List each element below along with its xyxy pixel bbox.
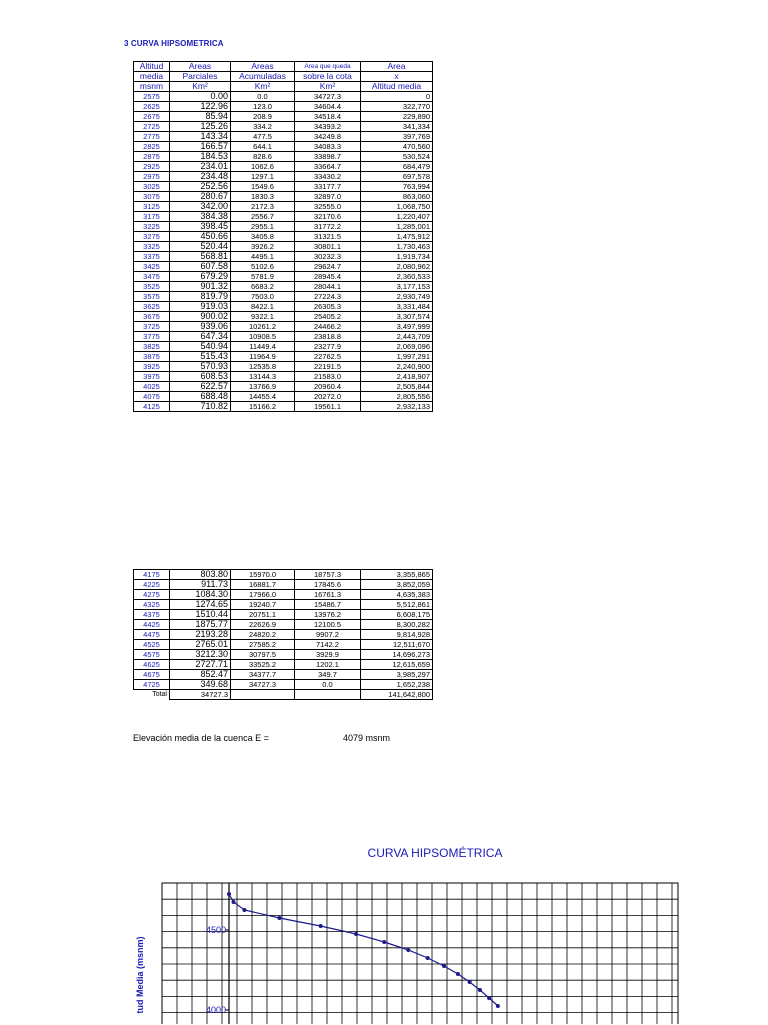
table-cell: 234.01 (170, 162, 231, 172)
table-cell: 3825 (134, 342, 170, 352)
table-cell: 4525 (134, 640, 170, 650)
table-cell: 166.57 (170, 142, 231, 152)
table-cell: 34393.2 (295, 122, 361, 132)
table-cell: 3675 (134, 312, 170, 322)
table-header-cell: Area que queda (295, 62, 361, 72)
table-cell: 22762.5 (295, 352, 361, 362)
table-cell: 125.26 (170, 122, 231, 132)
series-line (229, 894, 498, 1006)
table-cell: 2727.71 (170, 660, 231, 670)
table-cell: 4625 (134, 660, 170, 670)
table-cell: 1,068,750 (361, 202, 433, 212)
table-header-cell: Km² (295, 82, 361, 92)
table-cell: 23277.9 (295, 342, 361, 352)
data-point (227, 892, 231, 896)
table-cell: 530,524 (361, 152, 433, 162)
table-cell: 1,730,463 (361, 242, 433, 252)
data-point (442, 964, 446, 968)
table-cell: 568.81 (170, 252, 231, 262)
table-cell: 2825 (134, 142, 170, 152)
table-cell: 4,635,383 (361, 590, 433, 600)
table-cell: 1062.6 (231, 162, 295, 172)
table-cell: 900.02 (170, 312, 231, 322)
table-cell: 23818.8 (295, 332, 361, 342)
table-cell: 1,919,734 (361, 252, 433, 262)
table-cell: 710.82 (170, 402, 231, 412)
table-cell: 3525 (134, 282, 170, 292)
table-cell: 3575 (134, 292, 170, 302)
table-cell: 4575 (134, 650, 170, 660)
table-cell: 1830.3 (231, 192, 295, 202)
table-cell: 123.0 (231, 102, 295, 112)
table-cell: 15166.2 (231, 402, 295, 412)
table-cell: 3975 (134, 372, 170, 382)
table-cell: 3625 (134, 302, 170, 312)
table-cell: 33430.2 (295, 172, 361, 182)
table-cell: 2172.3 (231, 202, 295, 212)
table-cell: 18757.3 (295, 570, 361, 580)
table-cell: 5,512,861 (361, 600, 433, 610)
table-cell: 10908.5 (231, 332, 295, 342)
table-cell: 3775 (134, 332, 170, 342)
table-cell: 4675 (134, 670, 170, 680)
elevation-label: Elevación media de la cuenca E = (133, 733, 269, 743)
table-cell: 1875.77 (170, 620, 231, 630)
table-cell: 1202.1 (295, 660, 361, 670)
table-header-cell: x (361, 72, 433, 82)
table-cell: 30797.5 (231, 650, 295, 660)
table-cell: 21583.0 (295, 372, 361, 382)
table-cell: 33664.7 (295, 162, 361, 172)
table-cell: 2,443,709 (361, 332, 433, 342)
table-cell: 644.1 (231, 142, 295, 152)
table-cell: 1510.44 (170, 610, 231, 620)
table-header-cell: Km² (231, 82, 295, 92)
table-cell: 19561.1 (295, 402, 361, 412)
table-cell: 3125 (134, 202, 170, 212)
table-cell: 31772.2 (295, 222, 361, 232)
table-cell: 11964.9 (231, 352, 295, 362)
table-cell: 1084.30 (170, 590, 231, 600)
table-cell: 28044.1 (295, 282, 361, 292)
table-cell: 22191.5 (295, 362, 361, 372)
data-point (496, 1004, 500, 1008)
data-point (456, 972, 460, 976)
table-cell: 208.9 (231, 112, 295, 122)
table-header-cell: sobre la cota (295, 72, 361, 82)
table-cell: 13144.3 (231, 372, 295, 382)
table-cell: 647.34 (170, 332, 231, 342)
table-cell: 819.79 (170, 292, 231, 302)
table-cell: 184.53 (170, 152, 231, 162)
table-cell: 14,696,273 (361, 650, 433, 660)
table-cell: 12,615,659 (361, 660, 433, 670)
data-point (468, 980, 472, 984)
table-cell: 32555.0 (295, 202, 361, 212)
table-cell: 3926.2 (231, 242, 295, 252)
table-cell: 17966.0 (231, 590, 295, 600)
data-point (478, 988, 482, 992)
data-point (382, 940, 386, 944)
table-header-cell: Altitud (134, 62, 170, 72)
table-cell: 398.45 (170, 222, 231, 232)
table-cell: 20272.0 (295, 392, 361, 402)
table-cell: 349.68 (170, 680, 231, 690)
table-cell: 12100.5 (295, 620, 361, 630)
table-cell: 4725 (134, 680, 170, 690)
table-cell: 470,560 (361, 142, 433, 152)
table-cell: 2975 (134, 172, 170, 182)
table-cell: 4475 (134, 630, 170, 640)
table-cell: 477.5 (231, 132, 295, 142)
table-cell: 334.2 (231, 122, 295, 132)
table-cell: 34727.3 (295, 92, 361, 102)
table-cell: 679.29 (170, 272, 231, 282)
section-title: 3 CURVA HIPSOMETRICA (124, 39, 224, 48)
table-cell: 1549.6 (231, 182, 295, 192)
table-cell: 3,307,574 (361, 312, 433, 322)
table-cell: 16881.7 (231, 580, 295, 590)
table-cell: 3325 (134, 242, 170, 252)
table-cell: 234.48 (170, 172, 231, 182)
table-cell: 8422.1 (231, 302, 295, 312)
table-cell: 3925 (134, 362, 170, 372)
table-cell: 16761.3 (295, 590, 361, 600)
table-cell: 280.67 (170, 192, 231, 202)
table-header-cell: Km² (170, 82, 231, 92)
table-cell: 3,852,059 (361, 580, 433, 590)
table-cell: 29624.7 (295, 262, 361, 272)
table-cell: 4025 (134, 382, 170, 392)
table-cell: 26305.3 (295, 302, 361, 312)
table-cell: 7503.0 (231, 292, 295, 302)
table-cell: 2,505,844 (361, 382, 433, 392)
table-cell: 1274.65 (170, 600, 231, 610)
table-cell: 5102.6 (231, 262, 295, 272)
table-cell: 0.0 (231, 92, 295, 102)
table-cell: 6683.2 (231, 282, 295, 292)
table-cell: 2575 (134, 92, 170, 102)
table-cell: 540.94 (170, 342, 231, 352)
data-point (242, 908, 246, 912)
table-cell: 0.00 (170, 92, 231, 102)
table-cell: 20751.1 (231, 610, 295, 620)
table-cell: 520.44 (170, 242, 231, 252)
table-header-cell: Acumuladas (231, 72, 295, 82)
table-cell: 1,997,291 (361, 352, 433, 362)
table-cell: 27585.2 (231, 640, 295, 650)
table-header-cell: Areas (231, 62, 295, 72)
table-cell: 622.57 (170, 382, 231, 392)
table-cell: 3075 (134, 192, 170, 202)
table-cell: 863,060 (361, 192, 433, 202)
table-cell: 2,080,962 (361, 262, 433, 272)
table-cell: 10261.2 (231, 322, 295, 332)
table-cell: 4325 (134, 600, 170, 610)
table-cell: 34249.8 (295, 132, 361, 142)
table-cell: 143.34 (170, 132, 231, 142)
elevation-value: 4079 msnm (343, 733, 391, 743)
table-cell: 32897.0 (295, 192, 361, 202)
y-tick-label: 4000 (205, 1005, 226, 1015)
table-cell: 3225 (134, 222, 170, 232)
table-cell: 2,805,556 (361, 392, 433, 402)
table-cell: 397,769 (361, 132, 433, 142)
table-cell: 13976.2 (295, 610, 361, 620)
table-cell: 570.93 (170, 362, 231, 372)
table-cell: 6,608,175 (361, 610, 433, 620)
table-cell: 384.38 (170, 212, 231, 222)
table-cell: 919.03 (170, 302, 231, 312)
table-cell: 7142.2 (295, 640, 361, 650)
table-cell: 3875 (134, 352, 170, 362)
table-cell: 2765.01 (170, 640, 231, 650)
table-cell: 3212.30 (170, 650, 231, 660)
table-cell: 24820.2 (231, 630, 295, 640)
table-cell: 4225 (134, 580, 170, 590)
table-cell: 450.66 (170, 232, 231, 242)
table-cell: 4425 (134, 620, 170, 630)
table-cell: 33177.7 (295, 182, 361, 192)
table-cell: 3,177,153 (361, 282, 433, 292)
table-cell: 4125 (134, 402, 170, 412)
table-cell: 122.96 (170, 102, 231, 112)
table-cell: 13766.9 (231, 382, 295, 392)
table-cell: 30801.1 (295, 242, 361, 252)
table-cell: 15970.0 (231, 570, 295, 580)
table-cell: 2,932,133 (361, 402, 433, 412)
table-cell: 3,355,865 (361, 570, 433, 580)
data-point (406, 948, 410, 952)
table-cell: 2625 (134, 102, 170, 112)
table-cell: 342.00 (170, 202, 231, 212)
table-cell: 2875 (134, 152, 170, 162)
table-cell: 2,418,907 (361, 372, 433, 382)
table-cell: 939.06 (170, 322, 231, 332)
data-point (277, 916, 281, 920)
table-cell: 34727.3 (231, 680, 295, 690)
chart-title: CURVA HIPSOMÉTRICA (367, 846, 503, 860)
table-cell: 901.32 (170, 282, 231, 292)
table-cell: 1,285,001 (361, 222, 433, 232)
table-cell: 2,360,533 (361, 272, 433, 282)
table-cell: 3929.9 (295, 650, 361, 660)
table-cell: 2,240,900 (361, 362, 433, 372)
table-cell: 229,890 (361, 112, 433, 122)
table-cell: 3,497,999 (361, 322, 433, 332)
table-cell: 9907.2 (295, 630, 361, 640)
table-cell: 30232.3 (295, 252, 361, 262)
table-cell: 33898.7 (295, 152, 361, 162)
table-header-cell: Parciales (170, 72, 231, 82)
table-cell: 14455.4 (231, 392, 295, 402)
table-cell: 803.80 (170, 570, 231, 580)
plot-border (162, 883, 678, 1024)
table-cell: 341,334 (361, 122, 433, 132)
table-cell: 515.43 (170, 352, 231, 362)
table-cell: 607.58 (170, 262, 231, 272)
table-cell: 2675 (134, 112, 170, 122)
table-cell: 3425 (134, 262, 170, 272)
table-cell: 852.47 (170, 670, 231, 680)
total-label: Total (152, 691, 167, 699)
table-cell: 34377.7 (231, 670, 295, 680)
table-cell: 3025 (134, 182, 170, 192)
table-cell: 4175 (134, 570, 170, 580)
table-cell: 3725 (134, 322, 170, 332)
table-cell: 2,930,749 (361, 292, 433, 302)
table-cell: 4375 (134, 610, 170, 620)
table-cell: 684,479 (361, 162, 433, 172)
table-cell: 4075 (134, 392, 170, 402)
table-cell: 2556.7 (231, 212, 295, 222)
total-areas-parciales: 34727.3 (170, 690, 231, 700)
table-cell: 17845.6 (295, 580, 361, 590)
table-cell: 697,578 (361, 172, 433, 182)
table-cell: 31321.5 (295, 232, 361, 242)
table-cell: 32170.6 (295, 212, 361, 222)
table-cell: 1297.1 (231, 172, 295, 182)
y-tick-label: 4500 (205, 925, 226, 935)
table-cell: 9322.1 (231, 312, 295, 322)
table-cell: 34083.3 (295, 142, 361, 152)
table-cell: 22626.9 (231, 620, 295, 630)
table-header-cell: msnm (134, 82, 170, 92)
table-cell: 24466.2 (295, 322, 361, 332)
table-cell: 34518.4 (295, 112, 361, 122)
table-cell: 1,475,912 (361, 232, 433, 242)
data-point (354, 932, 358, 936)
table-cell: 4495.1 (231, 252, 295, 262)
total-product: 141,642,800 (361, 690, 433, 700)
table-cell: 763,994 (361, 182, 433, 192)
data-point (231, 900, 235, 904)
table-cell: 15486.7 (295, 600, 361, 610)
table-cell: 3,985,297 (361, 670, 433, 680)
table-cell: 9,814,928 (361, 630, 433, 640)
table-header-cell: Altitud media (361, 82, 433, 92)
table-cell: 0 (361, 92, 433, 102)
table-header-cell: media (134, 72, 170, 82)
table-cell: 20960.4 (295, 382, 361, 392)
table-cell: 1,220,407 (361, 212, 433, 222)
table-cell: 3405.8 (231, 232, 295, 242)
table-cell: 28945.4 (295, 272, 361, 282)
table-cell: 2955.1 (231, 222, 295, 232)
table-cell: 19240.7 (231, 600, 295, 610)
table-cell: 349.7 (295, 670, 361, 680)
data-point (319, 924, 323, 928)
table-cell: 34604.4 (295, 102, 361, 112)
table-cell: 85.94 (170, 112, 231, 122)
table-cell: 608.53 (170, 372, 231, 382)
table-cell: 2725 (134, 122, 170, 132)
table-cell: 5781.9 (231, 272, 295, 282)
data-point (487, 996, 491, 1000)
table-cell: 688.48 (170, 392, 231, 402)
table-cell: 1,652,238 (361, 680, 433, 690)
table-cell: 25405.2 (295, 312, 361, 322)
table-header-cell: Areas (170, 62, 231, 72)
table-cell: 3175 (134, 212, 170, 222)
table-cell: 8,300,282 (361, 620, 433, 630)
table-cell: 0.0 (295, 680, 361, 690)
table-cell: 252.56 (170, 182, 231, 192)
table-cell: 27224.3 (295, 292, 361, 302)
table-cell: 3375 (134, 252, 170, 262)
table-cell: 3275 (134, 232, 170, 242)
table-cell: 3475 (134, 272, 170, 282)
table-cell: 4275 (134, 590, 170, 600)
data-point (426, 956, 430, 960)
table-cell: 3,331,484 (361, 302, 433, 312)
table-cell: 12535.8 (231, 362, 295, 372)
table-cell: 2193.28 (170, 630, 231, 640)
table-cell: 828.6 (231, 152, 295, 162)
table-cell: 2,069,096 (361, 342, 433, 352)
table-cell: 2775 (134, 132, 170, 142)
table-cell: 911.73 (170, 580, 231, 590)
table-cell: 11449.4 (231, 342, 295, 352)
table-cell: 2925 (134, 162, 170, 172)
table-cell: 33525.2 (231, 660, 295, 670)
table-cell: 12,511,670 (361, 640, 433, 650)
table-cell: 322,770 (361, 102, 433, 112)
chart-y-axis-label: tud Media (msnm) (135, 936, 145, 1014)
table-header-cell: Area (361, 62, 433, 72)
